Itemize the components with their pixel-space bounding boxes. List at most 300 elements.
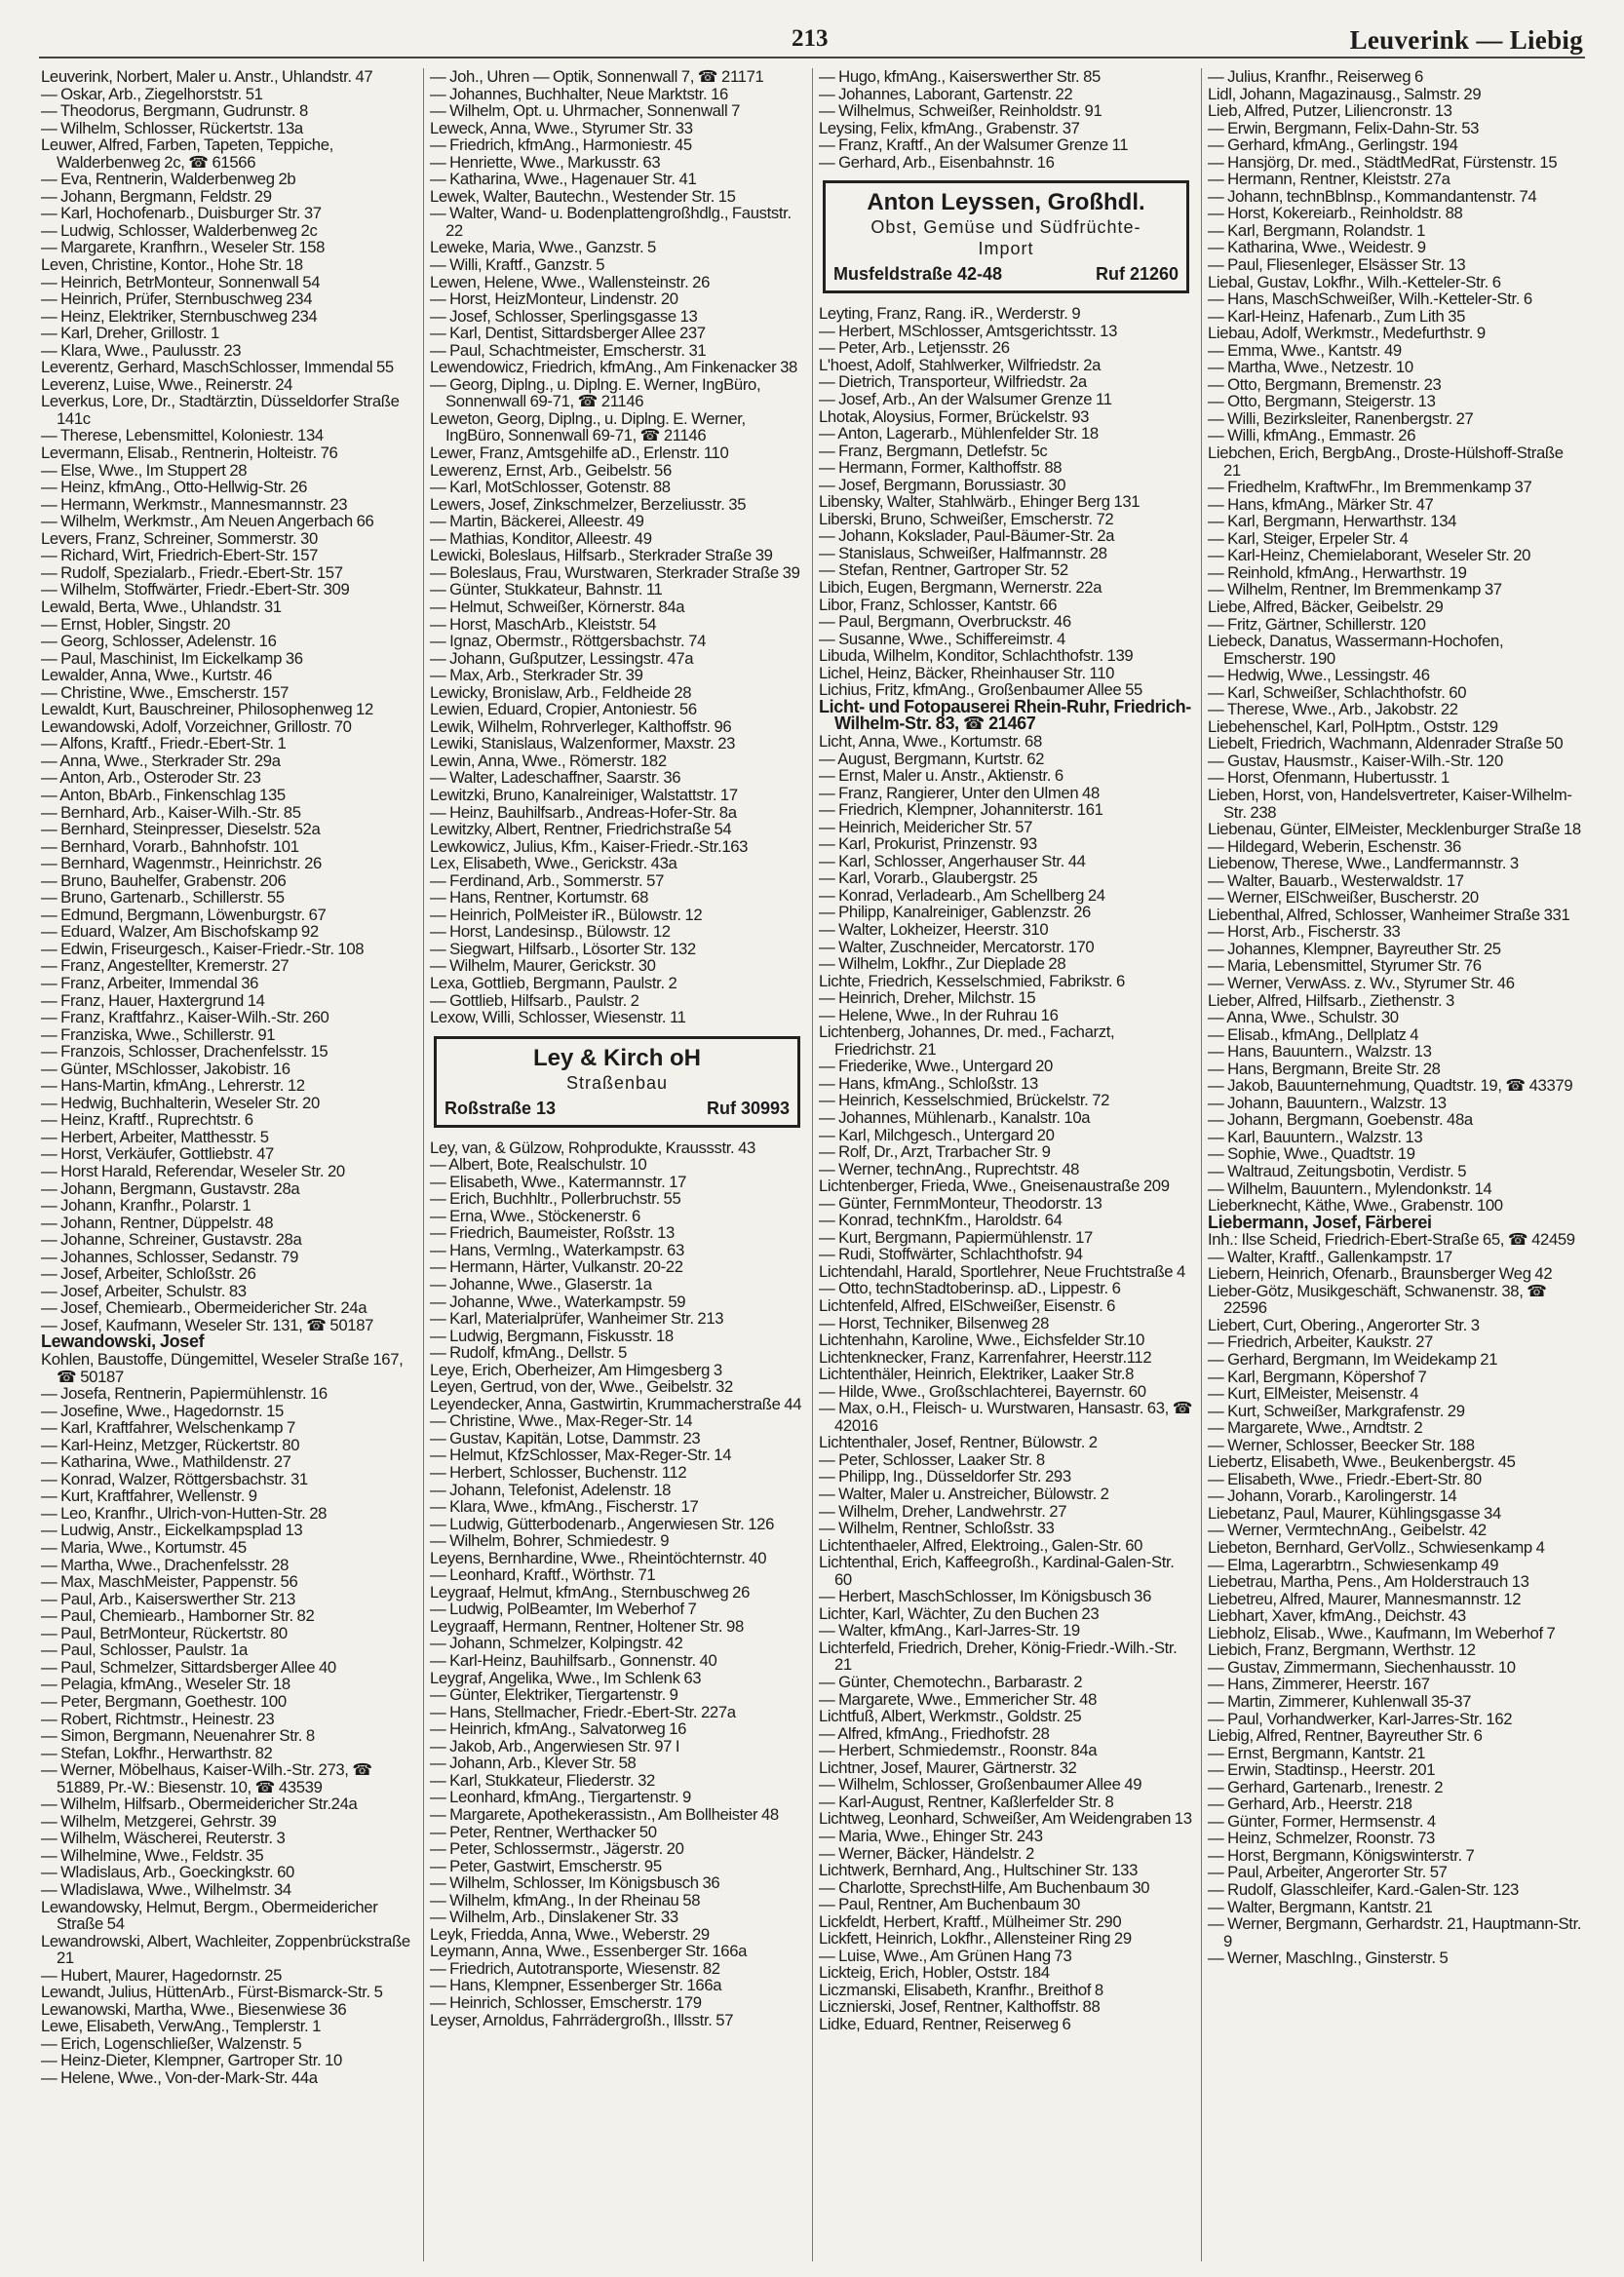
ad-leyssen-street: Musfeldstraße 42-48 [833,264,1003,285]
directory-entry: — Ernst, Maler u. Anstr., Aktienstr. 6 [819,766,1063,786]
directory-entry: — Karl-August, Rentner, Kaßlerfelder Str. 8 [819,1792,1114,1811]
directory-entry: — Franz, Angestellter, Kremerstr. 27 [41,956,290,976]
directory-entry: — Willi, Kraftf., Ganzstr. 5 [430,255,605,275]
directory-entry: Lewendowicz, Friedrich, kfmAng., Am Finkenacker 38 [430,358,797,377]
directory-entry: — Hans, kfmAng., Märker Str. 47 [1208,494,1434,514]
directory-entry: — Boleslaus, Frau, Wurstwaren, Sterkrader Straße 39 [430,562,800,582]
directory-entry: — Hans, Vermlng., Waterkampstr. 63 [430,1240,684,1259]
directory-entry: Lewalder, Anna, Wwe., Kurtstr. 46 [41,666,272,685]
directory-entry: Lichtenthäler, Heinrich, Elektriker, Laaker Str.8 [819,1365,1135,1384]
directory-entry: Lichtenhahn, Karoline, Wwe., Eichsfelder Str.10 [819,1331,1145,1350]
directory-entry: — Johann, Arb., Klever Str. 58 [430,1754,637,1773]
directory-entry: Lichius, Fritz, kfmAng., Großenbaumer Allee 55 [819,680,1142,700]
directory-entry: Lickfeldt, Herbert, Kraftf., Mülheimer Str. 290 [819,1911,1122,1931]
directory-entry: — Johann, Bauuntern., Walzstr. 13 [1208,1093,1447,1112]
directory-entry: — Heinz, Elektriker, Sternbuschweg 234 [41,306,318,326]
directory-entry: — Hans, Bergmann, Breite Str. 28 [1208,1059,1441,1078]
directory-entry: — Paul, Bergmann, Overbruckstr. 46 [819,612,1071,632]
directory-entry: — Klara, Wwe., Paulusstr. 23 [41,340,242,360]
directory-entry: — Hildegard, Weberin, Eschenstr. 36 [1208,836,1461,856]
directory-entry: — Werner, Bergmann, Gerhardstr. 21, Hauptmann-Str. 9 [1208,1914,1582,1950]
directory-entry: — Alfons, Kraftf., Friedr.-Ebert-Str. 1 [41,734,287,753]
directory-entry: — Helene, Wwe., In der Ruhrau 16 [819,1005,1059,1024]
directory-entry: Leyk, Friedda, Anna, Wwe., Weberstr. 29 [430,1924,710,1944]
directory-entry: Licht, Anna, Wwe., Kortumstr. 68 [819,731,1042,751]
directory-entry: — Wilhelm, Rentner, Im Bremmenkamp 37 [1208,580,1502,599]
directory-entry: — Paul, Arb., Kaiserswerther Str. 213 [41,1589,295,1608]
directory-entry: Lidl, Johann, Magazinausg., Salmstr. 29 [1208,84,1482,103]
directory-entry: — Karl, Prokurist, Prinzenstr. 93 [819,834,1037,854]
directory-entry: — Johann, Kokslader, Paul-Bäumer-Str. 2a [819,526,1115,546]
directory-entry: Liebenow, Therese, Wwe., Landfermannstr. 3 [1208,854,1519,873]
directory-entry: L'hoest, Adolf, Stahlwerker, Wilfriedstr. 2a [819,355,1102,374]
directory-entry: Libensky, Walter, Stahlwärb., Ehinger Berg 131 [819,492,1141,512]
directory-entry: Leyens, Bernhardine, Wwe., Rheintöchternstr. 40 [430,1548,767,1567]
directory-entry: — Mathias, Konditor, Alleestr. 49 [430,528,652,548]
directory-entry: — Rolf, Dr., Arzt, Trarbacher Str. 9 [819,1142,1051,1162]
directory-entry: — Johann, Bergmann, Goebenstr. 48a [1208,1110,1473,1130]
directory-entry: — Hugo, kfmAng., Kaiserswerther Str. 85 [819,68,1101,86]
directory-entry: — Bernhard, Arb., Kaiser-Wilh.-Str. 85 [41,802,301,822]
directory-entry: Leverentz, Gerhard, MaschSchlosser, Immendal 55 [41,358,394,377]
directory-entry: — Paul, Maschinist, Im Eickelkamp 36 [41,648,303,668]
directory-entry: — Horst, Ofenmann, Hubertusstr. 1 [1208,768,1450,788]
directory-entry: — Karl, Schlosser, Angerhauser Str. 44 [819,851,1086,870]
directory-entry: — Wilhelm, Bauuntern., Mylendonkstr. 14 [1208,1178,1492,1198]
directory-entry: — Karl, MotSchlosser, Gotenstr. 88 [430,478,671,497]
ad-leyssen [823,180,1189,293]
directory-entry: Leyser, Arnoldus, Fahrrädergroßh., Illsstr. 57 [430,2010,734,2029]
directory-entry: — Karl, Bergmann, Herwarthstr. 134 [1208,512,1457,531]
directory-entry: — Horst, Arb., Fischerstr. 33 [1208,922,1401,942]
directory-entry: — Martha, Wwe., Drachenfelsstr. 28 [41,1555,290,1574]
directory-entry: — Günter, Elektriker, Tiergartenstr. 9 [430,1685,678,1705]
directory-entry: — Heinz-Dieter, Klempner, Gartroper Str. 10 [41,2051,342,2070]
directory-entry: — Fritz, Gärtner, Schillerstr. 120 [1208,614,1426,634]
directory-entry: — Erwin, Stadtinsp., Heerstr. 201 [1208,1760,1436,1780]
directory-entry: — Karl-Heinz, Hafenarb., Zum Lith 35 [1208,306,1466,326]
directory-entry: Lichtner, Josef, Maurer, Gärtnerstr. 32 [819,1757,1077,1777]
directory-entry: — Otto, technStadtoberinsp. aD., Lippestr. 6 [819,1279,1121,1298]
directory-entry: Lewek, Walter, Bautechn., Westender Str. 15 [430,186,736,206]
directory-entry: Lichtenthaler, Josef, Rentner, Bülowstr. 2 [819,1433,1098,1452]
directory-entry: Lexow, Willi, Schlosser, Wiesenstr. 11 [430,1008,686,1027]
directory-entry: Leygraaf, Helmut, kfmAng., Sternbuschweg 26 [430,1582,751,1602]
directory-entry: — Therese, Lebensmittel, Koloniestr. 134 [41,426,324,445]
directory-entry: — Theodorus, Bergmann, Gudrunstr. 8 [41,101,308,121]
directory-entry: Libuda, Wilhelm, Konditor, Schlachthofstr. 139 [819,646,1134,666]
directory-entry: Lewald, Berta, Wwe., Uhlandstr. 31 [41,597,282,616]
directory-entry: Lewik, Wilhelm, Rohrverleger, Kalthoffstr. 96 [430,716,732,736]
directory-entry: Leyting, Franz, Rang. iR., Werderstr. 9 [819,304,1081,324]
directory-entry: — Franzois, Schlosser, Drachenfelsstr. 15 [41,1042,329,1061]
directory-entry: — Wilhelm, Werkmstr., Am Neuen Angerbach 66 [41,512,374,531]
directory-entry: — Horst, MaschArb., Kleiststr. 54 [430,614,657,634]
directory-entry: — Heinrich, Kesselschmied, Brückelstr. 72 [819,1091,1110,1110]
directory-entry: — Wilhelm, Stoffwärter, Friedr.-Ebert-Str. 309 [41,580,350,599]
directory-entry: Lewiki, Stanislaus, Walzenformer, Maxstr. 23 [430,734,736,753]
directory-entry: Lewaldt, Kurt, Bauschreiner, Philosophenweg 12 [41,700,373,719]
directory-entry: Leysing, Felix, kfmAng., Grabenstr. 37 [819,118,1080,137]
directory-entry: Lieber, Alfred, Hilfsarb., Ziethenstr. 3 [1208,990,1454,1010]
directory-entry: — Johannes, Laborant, Gartenstr. 22 [819,84,1073,103]
directory-entry: Leymann, Anna, Wwe., Essenberger Str. 166a [430,1942,748,1961]
directory-entry: — Albert, Bote, Realschulstr. 10 [430,1155,647,1175]
directory-entry: — Johanne, Wwe., Waterkampstr. 59 [430,1292,686,1311]
directory-entry: — Josefine, Wwe., Hagedornstr. 15 [41,1401,284,1420]
directory-entry: — Christine, Wwe., Max-Reger-Str. 14 [430,1411,693,1431]
directory-entry: Lichel, Heinz, Bäcker, Rheinhauser Str. 110 [819,663,1115,682]
directory-entry: — Hermann, Werkmstr., Mannesmannstr. 23 [41,494,348,514]
directory-entry: — Werner, VermtechnAng., Geibelstr. 42 [1208,1521,1487,1540]
directory-entry: — Werner, VerwAss. z. Wv., Styrumer Str. 46 [1208,973,1515,992]
directory-entry: — Ludwig, Gütterbodenarb., Angerwiesen Str. 126 [430,1514,775,1533]
directory-entry: Liebelt, Friedrich, Wachmann, Aldenrader Straße 50 [1208,734,1564,753]
directory-entry: — Philipp, Ing., Düsseldorfer Str. 293 [819,1467,1071,1486]
directory-entry: — Herbert, MaschSchlosser, Im Königsbusch 36 [819,1587,1152,1606]
directory-entry: — Karl, Bergmann, Köpershof 7 [1208,1367,1427,1386]
directory-entry: — Leo, Kranfhr., Ulrich-von-Hutten-Str. 28 [41,1503,328,1523]
directory-entry: — Siegwart, Hilfsarb., Lösorter Str. 132 [430,939,696,958]
directory-entry: — Anton, Arb., Osteroder Str. 23 [41,768,261,788]
directory-entry: — Walter, Zuschneider, Mercatorstr. 170 [819,937,1095,956]
directory-entry: — Paul, Rentner, Am Buchenbaum 30 [819,1895,1080,1914]
directory-entry: — Karl, Hochofenarb., Duisburger Str. 37 [41,204,322,223]
directory-entry: — Werner, Bäcker, Händelstr. 2 [819,1843,1034,1863]
directory-entry: — Margarete, Kranfhrn., Weseler Str. 158 [41,238,326,257]
directory-entry: — Horst, Kokereiarb., Reinholdstr. 88 [1208,204,1463,223]
directory-entry: Liebeck, Danatus, Wassermann-Hochofen, Emscherstr. 190 [1208,632,1504,668]
directory-entry: — Werner, Schlosser, Beecker Str. 188 [1208,1435,1475,1454]
directory-entry: Lichter, Karl, Wächter, Zu den Buchen 23 [819,1603,1100,1623]
directory-entry: — Wilhelm, Metzgerei, Gehrstr. 39 [41,1811,277,1831]
directory-entry: — Horst Harald, Referendar, Weseler Str. 20 [41,1162,345,1180]
directory-entry: Leyen, Gertrud, von der, Wwe., Geibelstr. 32 [430,1377,733,1397]
directory-entry: — Heinz, Schmelzer, Roonstr. 73 [1208,1829,1435,1848]
directory-entry: — Gottlieb, Hilfsarb., Paulstr. 2 [430,990,639,1010]
directory-entry: — Martha, Wwe., Netzestr. 10 [1208,358,1413,377]
directory-entry: Liebetreu, Alfred, Maurer, Mannesmannstr. 12 [1208,1589,1522,1608]
directory-entry: Lieber-Götz, Musikgeschäft, Schwanenstr. 38, ☎ 22596 [1208,1281,1547,1318]
directory-entry: — Johann, Bergmann, Feldstr. 29 [41,186,272,206]
directory-entry: — Hans, Rentner, Kortumstr. 68 [430,888,649,907]
directory-entry: — Sophie, Wwe., Quadtstr. 19 [1208,1144,1415,1164]
directory-entry: Lewandowski, Josef [41,1331,205,1352]
directory-entry: Lhotak, Aloysius, Former, Brückelstr. 93 [819,406,1090,426]
directory-entry: Liebau, Adolf, Werkmstr., Medefurthstr. 9 [1208,324,1486,343]
directory-entry: — Susanne, Wwe., Schiffereimstr. 4 [819,629,1065,648]
directory-entry: — Konrad, Walzer, Röttgersbachstr. 31 [41,1469,308,1488]
directory-entry: — Paul, Chemiearb., Hamborner Str. 82 [41,1606,315,1626]
column-1 [35,68,424,2261]
directory-entry: — Paul, Fliesenleger, Elsässer Str. 13 [1208,255,1466,275]
directory-entry: — Peter, Gastwirt, Emscherstr. 95 [430,1856,662,1875]
directory-entry: — Werner, MaschIng., Ginsterstr. 5 [1208,1949,1449,1968]
directory-entry: — Johann, Bergmann, Gustavstr. 28a [41,1178,300,1198]
directory-entry: — Klara, Wwe., kfmAng., Fischerstr. 17 [430,1497,699,1517]
directory-entry: — Anna, Wwe., Schulstr. 30 [1208,1008,1399,1027]
directory-entry: Liebenau, Günter, ElMeister, Mecklenburger Straße 18 [1208,820,1581,839]
directory-entry: Lewkowicz, Julius, Kfm., Kaiser-Friedr.-Str.163 [430,836,749,856]
directory-entry: — Peter, Schlosser, Laaker Str. 8 [819,1449,1045,1469]
directory-entry: — Franz, Kraftf., An der Walsumer Grenze 11 [819,135,1129,155]
directory-entry: Lewanowski, Martha, Wwe., Biesenwiese 36 [41,1999,347,2019]
ad-ley-name: Ley & Kirch oH [532,1044,702,1071]
directory-entry: — Karl, Steiger, Erpeler Str. 4 [1208,528,1409,548]
directory-entry: — Gerhard, Arb., Eisenbahnstr. 16 [819,152,1055,172]
directory-entry: — Günter, Former, Hermsenstr. 4 [1208,1811,1436,1831]
directory-entry: — Rudolf, kfmAng., Dellstr. 5 [430,1343,628,1363]
directory-entry: — Therese, Wwe., Arb., Jakobstr. 22 [1208,700,1458,719]
directory-entry: Liebenthal, Alfred, Schlosser, Wanheimer Straße 331 [1208,905,1570,924]
directory-entry: — Heinz, Bauhilfsarb., Andreas-Hofer-Str. 8a [430,802,737,822]
directory-entry: Lexa, Gottlieb, Bergmann, Paulstr. 2 [430,973,677,992]
directory-entry: — Josef, Bergmann, Borussiastr. 30 [819,475,1066,494]
directory-entry: Leweton, Georg, Diplng., u. Diplng. E. Werner, IngBüro, Sonnenwall 69-71, ☎ 21146 [430,408,746,445]
directory-entry: — Hans, Klempner, Essenberger Str. 166a [430,1976,722,1995]
directory-entry: — Rudi, Stoffwärter, Schlachthofstr. 94 [819,1245,1083,1264]
column-2-top [430,68,804,1026]
directory-entry: — Reinhold, kfmAng., Herwarthstr. 19 [1208,562,1467,582]
directory-entry: Lewandt, Julius, HüttenArb., Fürst-Bismarck-Str. 5 [41,1983,383,2002]
directory-entry: — Rudolf, Spezialarb., Friedr.-Ebert-Str. 157 [41,562,343,582]
directory-entry: — Wilhelm, Lokfhr., Zur Dieplade 28 [819,954,1066,974]
directory-entry: — Friedhelm, KraftwFhr., Im Bremmenkamp 37 [1208,478,1532,497]
directory-entry: — Walter, Wand- u. Bodenplattengroßhdlg., Fauststr. 22 [430,204,792,240]
directory-entry: — Charlotte, SprechstHilfe, Am Buchenbaum 30 [819,1877,1150,1897]
directory-entry: — Willi, kfmAng., Emmastr. 26 [1208,426,1416,445]
directory-entry: — Richard, Wirt, Friedrich-Ebert-Str. 157 [41,546,319,565]
directory-entry: — Bernhard, Wagenmstr., Heinrichstr. 26 [41,854,322,873]
directory-entry: — Karl, Schweißer, Schlachthofstr. 60 [1208,682,1467,702]
directory-entry: — Peter, Schlossermstr., Jägerstr. 20 [430,1839,684,1859]
page-header [0,25,1624,58]
directory-entry: — Stefan, Lokfhr., Herwarthstr. 82 [41,1743,273,1762]
ad-leyssen-phone: Ruf 21260 [1095,264,1179,285]
directory-entry: Lickteig, Erich, Hobler, Oststr. 184 [819,1963,1050,1983]
directory-entry: — Josef, Chemiearb., Obermeidericher Str. 24a [41,1298,367,1318]
directory-entry: Leverkus, Lore, Dr., Stadtärztin, Düsseldorfer Straße 141c [41,392,400,428]
directory-entry: — Friedrich, Klempner, Johanniterstr. 161 [819,800,1103,820]
directory-entry: Libich, Eugen, Bergmann, Wernerstr. 22a [819,578,1102,598]
directory-entry: — Gustav, Hausmstr., Kaiser-Wilh.-Str. 120 [1208,751,1503,770]
header-rule [39,57,1585,58]
directory-columns [35,68,1591,2261]
directory-entry: — Rudolf, Glasschleifer, Kard.-Galen-Str. 123 [1208,1879,1519,1899]
directory-entry: — Friederike, Wwe., Untergard 20 [819,1057,1053,1076]
directory-entry: — Wilhelm, Schlosser, Großenbaumer Allee 49 [819,1775,1142,1795]
directory-entry: Lewerenz, Ernst, Arb., Geibelstr. 56 [430,460,672,480]
directory-entry: — Paul, Arbeiter, Angerorter Str. 57 [1208,1863,1448,1882]
directory-entry: — Paul, Schmelzer, Sittardsberger Allee 40 [41,1657,336,1677]
directory-entry: — Peter, Bergmann, Goethestr. 100 [41,1691,287,1711]
directory-entry: — Erwin, Bergmann, Felix-Dahn-Str. 53 [1208,118,1480,137]
directory-entry: — Ernst, Hobler, Singstr. 20 [41,614,231,634]
ad-leyssen-name: Anton Leyssen, Großhdl. [867,189,1145,216]
directory-entry: — Herbert, Schmiedemstr., Roonstr. 84a [819,1741,1098,1760]
directory-entry: — Ludwig, Bergmann, Fiskusstr. 18 [430,1326,674,1345]
directory-entry: — Hedwig, Buchhalterin, Weseler Str. 20 [41,1093,320,1112]
directory-entry: — Stefan, Rentner, Gartroper Str. 52 [819,560,1068,580]
directory-entry: — Gerhard, kfmAng., Gerlingstr. 194 [1208,135,1458,155]
directory-entry: — Maria, Wwe., Kortumstr. 45 [41,1538,247,1558]
directory-entry: — Heinrich, Meidericher Str. 57 [819,817,1033,836]
directory-entry: — Gerhard, Arb., Heerstr. 218 [1208,1795,1412,1814]
directory-entry: — Max, MaschMeister, Pappenstr. 56 [41,1572,298,1592]
directory-entry: — Leonhard, kfmAng., Tiergartenstr. 9 [430,1788,691,1807]
directory-entry: — Edmund, Bergmann, Löwenburgstr. 67 [41,905,327,924]
directory-entry: — Johann, technBblnsp., Kommandantenstr. 74 [1208,186,1537,206]
directory-entry: — Hans-Martin, kfmAng., Lehrerstr. 12 [41,1076,305,1096]
directory-entry: — Hans, Stellmacher, Friedr.-Ebert-Str. 227a [430,1702,736,1721]
directory-entry: — Otto, Bergmann, Steigerstr. 13 [1208,392,1436,411]
directory-entry: Lewen, Helene, Wwe., Wallensteinstr. 26 [430,272,711,291]
directory-entry: Inh.: Ilse Scheid, Friedrich-Ebert-Straße 65, ☎ 42459 [1208,1230,1575,1250]
directory-entry: — Peter, Rentner, Werthacker 50 [430,1822,657,1841]
directory-entry: Lieben, Horst, von, Handelsvertreter, Kaiser-Wilhelm-Str. 238 [1208,785,1572,822]
directory-entry: — Karl, Bauuntern., Walzstr. 13 [1208,1127,1423,1146]
directory-entry: Lichtenberg, Johannes, Dr. med., Facharzt, Friedrichstr. 21 [819,1023,1115,1059]
directory-entry: Lewin, Anna, Wwe., Römerstr. 182 [430,751,667,770]
ad-ley-line: Straßenbau [565,1072,669,1093]
directory-entry: — Gustav, Kapitän, Lotse, Dammstr. 23 [430,1428,701,1447]
directory-entry: — Karl, Milchgesch., Untergard 20 [819,1125,1055,1144]
directory-entry: — Friedrich, Autotransporte, Wiesenstr. 82 [430,1958,720,1978]
directory-entry: Lidke, Eduard, Rentner, Reiserweg 6 [819,2014,1071,2033]
directory-entry: — Wilhelm, Wäscherei, Reuterstr. 3 [41,1829,286,1848]
directory-entry: — Stanislaus, Schweißer, Halfmannstr. 28 [819,543,1107,562]
directory-entry: — Friedrich, kfmAng., Harmoniestr. 45 [430,135,692,155]
directory-entry: Lewitzki, Bruno, Kanalreiniger, Walstattstr. 17 [430,785,738,804]
directory-entry: — Henriette, Wwe., Markusstr. 63 [430,152,661,172]
directory-entry: — Helmut, KfzSchlosser, Max-Reger-Str. 14 [430,1446,732,1465]
directory-entry: — Bernhard, Steinpresser, Dieselstr. 52a [41,820,321,839]
directory-entry: — Anna, Wwe., Sterkrader Str. 29a [41,751,281,770]
directory-entry: — Johannes, Mühlenarb., Kanalstr. 10a [819,1107,1091,1127]
directory-entry: — Franz, Hauer, Haxtergrund 14 [41,990,265,1010]
directory-entry: — Wilhelm, kfmAng., In der Rheinau 58 [430,1890,701,1910]
directory-entry: Liebermann, Josef, Färberei [1208,1212,1432,1232]
directory-entry: — Simon, Bergmann, Neuenahrer Str. 8 [41,1726,315,1746]
directory-entry: Lewandrowski, Albert, Wachleiter, Zoppenbrückstraße 21 [41,1931,410,1968]
directory-entry: — Anton, Lagerarb., Mühlenfelder Str. 18 [819,424,1099,444]
directory-entry: — Günter, MSchlosser, Jakobistr. 16 [41,1059,290,1078]
directory-entry: — Maria, Lebensmittel, Styrumer Str. 76 [1208,956,1482,976]
directory-entry: — Heinrich, Prüfer, Sternbuschweg 234 [41,289,313,309]
directory-entry: Leweck, Anna, Wwe., Styrumer Str. 33 [430,118,693,137]
directory-entry: — Wilhelm, Opt. u. Uhrmacher, Sonnenwall 7 [430,101,741,121]
directory-entry: — Wilhelm, Bohrer, Schmiedestr. 9 [430,1531,670,1551]
directory-entry: — Johann, Vorarb., Karolingerstr. 14 [1208,1486,1457,1506]
directory-entry: — Elma, Lagerarbtrn., Schwiesenkamp 49 [1208,1555,1499,1574]
directory-entry: — Hedwig, Wwe., Lessingstr. 46 [1208,666,1430,685]
directory-entry: Leuverink, Norbert, Maler u. Anstr., Uhlandstr. 47 [41,68,373,86]
directory-entry: — Wilhelm, Maurer, Gerickstr. 30 [430,956,656,976]
directory-entry: Liebe, Alfred, Bäcker, Geibelstr. 29 [1208,597,1444,616]
directory-entry: — Karl, Bergmann, Rolandstr. 1 [1208,220,1426,240]
directory-entry: Levermann, Elisab., Rentnerin, Holteistr. 76 [41,444,338,463]
directory-entry: — Gustav, Zimmermann, Siechenhausstr. 10 [1208,1657,1516,1677]
directory-entry: — Walter, Bauarb., Westerwaldstr. 17 [1208,870,1464,890]
directory-entry: — Edwin, Friseurgesch., Kaiser-Friedr.-Str. 108 [41,939,365,958]
directory-entry: — Margarete, Wwe., Arndtstr. 2 [1208,1418,1423,1438]
directory-entry: — Hermann, Härter, Vulkanstr. 20-22 [430,1257,683,1277]
directory-entry: — Katharina, Wwe., Weidestr. 9 [1208,238,1426,257]
directory-entry: — Hermann, Former, Kalthoffstr. 88 [819,458,1063,478]
directory-entry: — Johanne, Wwe., Glaserstr. 1a [430,1275,652,1293]
directory-entry: — Franz, Kraftfahrz., Kaiser-Wilh.-Str. 260 [41,1008,329,1027]
directory-entry: — Johann, Gußputzer, Lessingstr. 47a [430,648,694,668]
directory-entry: — Heinrich, BetrMonteur, Sonnenwall 54 [41,272,321,291]
directory-entry: — Karl-Heinz, Metzger, Rückertstr. 80 [41,1435,300,1454]
directory-entry: Leyendecker, Anna, Gastwirtin, Krummacherstraße 44 [430,1394,802,1413]
directory-entry: — Hilde, Wwe., Großschlachterei, Bayernstr. 60 [819,1381,1146,1401]
column-4 [1202,68,1591,2261]
directory-entry: — Heinz, kfmAng., Otto-Hellwig-Str. 26 [41,478,308,497]
directory-entry: — Erna, Wwe., Stöckenerstr. 6 [430,1206,640,1225]
directory-entry: — Oskar, Arb., Ziegelhorststr. 51 [41,84,263,103]
directory-entry: Leuwer, Alfred, Farben, Tapeten, Teppiche, Walderbenweg 2c, ☎ 61566 [41,135,333,172]
directory-entry: — Dietrich, Transporteur, Wilfriedstr. 2a [819,372,1087,392]
directory-entry: — Karl, Materialprüfer, Wanheimer Str. 213 [430,1309,724,1329]
directory-entry: — Robert, Richtmstr., Heinestr. 23 [41,1709,275,1728]
directory-entry: Lieb, Alfred, Putzer, Liliencronstr. 13 [1208,101,1452,121]
directory-entry: — Luise, Wwe., Am Grünen Hang 73 [819,1946,1072,1965]
directory-entry: — Friedrich, Baumeister, Roßstr. 13 [430,1223,675,1243]
directory-entry: Libor, Franz, Schlosser, Kantstr. 66 [819,595,1058,614]
directory-entry: Leverenz, Luise, Wwe., Reinerstr. 24 [41,374,293,394]
directory-entry: Lex, Elisabeth, Wwe., Gerickstr. 43a [430,854,677,873]
directory-entry: — Johann, Telefonist, Adelenstr. 18 [430,1480,672,1499]
directory-entry: — Emma, Wwe., Kantstr. 49 [1208,340,1402,360]
directory-entry: Lewien, Eduard, Cropier, Antoniestr. 56 [430,700,697,719]
directory-entry: — Herbert, MSchlosser, Amtsgerichtsstr. 13 [819,321,1118,340]
directory-entry: — Heinrich, Schlosser, Emscherstr. 179 [430,1992,702,2012]
directory-entry: — Franziska, Wwe., Schillerstr. 91 [41,1024,276,1044]
directory-entry: — Josef, Arb., An der Walsumer Grenze 11 [819,390,1112,409]
directory-entry: — Helene, Wwe., Von-der-Mark-Str. 44a [41,2067,318,2087]
column-3-top [819,68,1193,171]
directory-entry: Lichtweg, Leonhard, Schweißer, Am Weidengraben 13 [819,1809,1192,1829]
directory-entry: Liczmanski, Elisabeth, Kranfhr., Breithof 8 [819,1980,1103,1999]
directory-entry: — Ludwig, Schlosser, Walderbenweg 2c [41,220,318,240]
directory-entry: — Franz, Rangierer, Unter den Ulmen 48 [819,783,1100,802]
directory-entry: — Erich, Buchhltr., Pollerbruchstr. 55 [430,1189,681,1209]
directory-entry: — Herbert, Schlosser, Buchenstr. 112 [430,1463,687,1483]
directory-entry: — Hans, Bauuntern., Walzstr. 13 [1208,1042,1432,1061]
directory-entry: — Erich, Logenschließer, Walzenstr. 5 [41,2033,302,2053]
directory-entry: Liebich, Franz, Bergmann, Werthstr. 12 [1208,1640,1476,1660]
directory-entry: — Margarete, Wwe., Emmericher Str. 48 [819,1689,1098,1709]
directory-entry: — Hans, kfmAng., Schloßstr. 13 [819,1073,1038,1093]
directory-entry: Lewandowski, Adolf, Vorzeichner, Grillostr. 70 [41,716,352,736]
directory-entry: — Horst, Bergmann, Königswinterstr. 7 [1208,1845,1475,1865]
directory-entry: — Hansjörg, Dr. med., StädtMedRat, Fürstenstr. 15 [1208,152,1558,172]
directory-entry: — Günter, Stukkateur, Bahnstr. 11 [430,580,663,599]
directory-entry: — Max, o.H., Fleisch- u. Wurstwaren, Hansastr. 63, ☎ 42016 [819,1399,1193,1435]
directory-entry: — Friedrich, Arbeiter, Kaukstr. 27 [1208,1332,1433,1352]
directory-entry: — Werner, Möbelhaus, Kaiser-Wilh.-Str. 273, ☎ 51889, Pr.-W.: Biesenstr. 10, ☎ 43539 [41,1760,372,1796]
directory-entry: — August, Bergmann, Kurtstr. 62 [819,749,1045,768]
directory-entry: — Johann, Rentner, Düppelstr. 48 [41,1213,274,1232]
directory-entry: Lichtenknecker, Franz, Karrenfahrer, Heerstr.112 [819,1347,1152,1367]
directory-entry: Liebeton, Bernhard, GerVollz., Schwiesenkamp 4 [1208,1538,1545,1558]
directory-entry: — Johann, Kranfhr., Polarstr. 1 [41,1196,251,1216]
directory-entry: — Kurt, Schweißer, Markgrafenstr. 29 [1208,1401,1465,1420]
directory-entry: — Franz, Arbeiter, Immendal 36 [41,973,259,992]
directory-entry: Liebal, Gustav, Lokfhr., Wilh.-Ketteler-Str. 6 [1208,272,1501,291]
directory-entry: — Heinrich, Dreher, Milchstr. 15 [819,988,1036,1008]
